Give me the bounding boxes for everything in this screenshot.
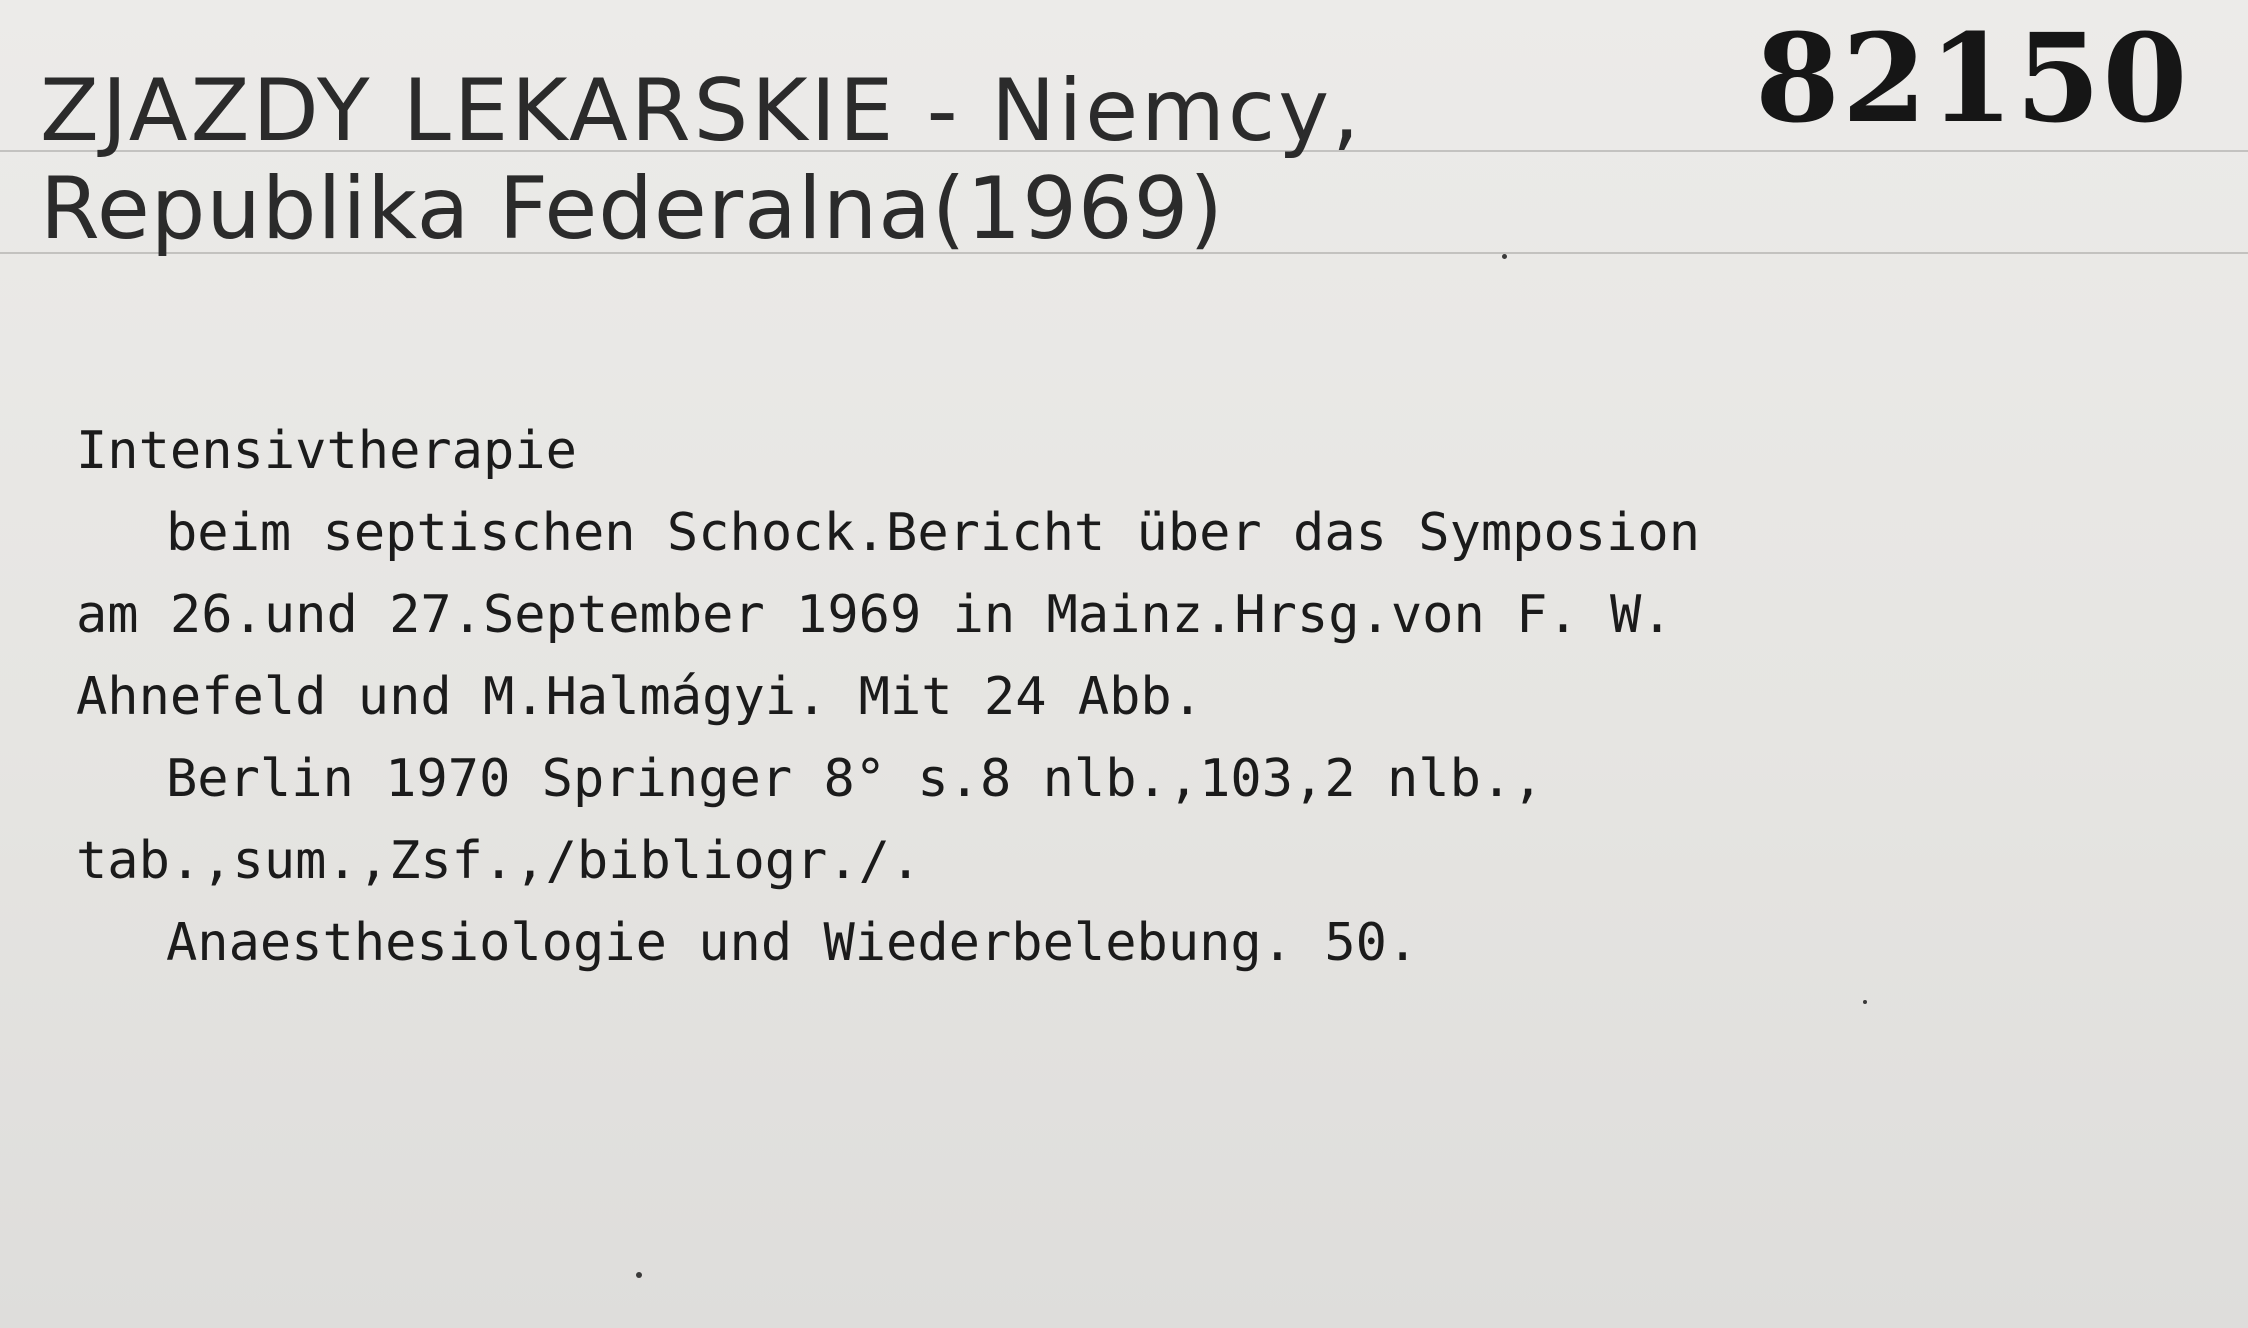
bibliographic-entry (76, 410, 2226, 984)
paper-speck (636, 1272, 642, 1278)
subject-heading (40, 62, 1660, 258)
subject-heading-line: ZJAZDY LEKARSKIE - Niemcy, (40, 61, 1363, 161)
entry-line: beim septischen Schock.Bericht über das Symposion (166, 503, 1701, 563)
entry-line: tab.,sum.,Zsf.,/bibliogr./. (76, 831, 922, 891)
entry-line: Ahnefeld und M.Halmágyi. Mit 24 Abb. (76, 667, 1204, 727)
entry-line: am 26.und 27.September 1969 in Mainz.Hrsg.von F. W. (76, 585, 1673, 645)
entry-line: Anaesthesiologie und Wiederbelebung. 50. (166, 913, 1419, 973)
subject-heading-line: Republika Federalna(1969) (40, 159, 1224, 259)
entry-title: Intensivtherapie (76, 421, 577, 481)
entry-line: Berlin 1970 Springer 8° s.8 nlb.,103,2 nlb., (166, 749, 1544, 809)
paper-speck (1863, 1000, 1867, 1004)
paper-speck (1502, 254, 1507, 259)
call-number: 82150 (1755, 6, 2190, 150)
